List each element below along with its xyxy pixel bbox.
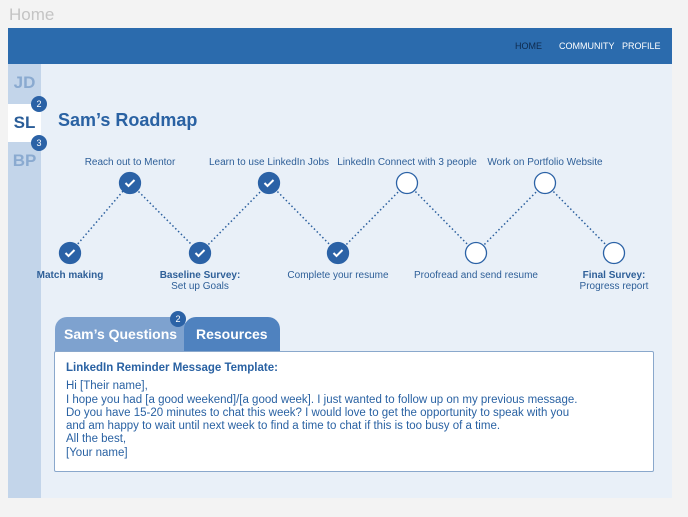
page-title: Home (9, 5, 55, 24)
avatar-bp[interactable]: BP (12, 151, 37, 170)
step-label-bold: Baseline Survey: (159, 270, 241, 281)
step-label (287, 270, 388, 281)
path-connector (545, 183, 614, 253)
path-connector (476, 183, 545, 253)
tab-sams-questions[interactable]: Sam’s Questions (55, 317, 187, 351)
step-label-text: Work on Portfolio Website (487, 157, 603, 168)
roadmap-title: Sam’s Roadmap (58, 110, 198, 130)
resource-line: and am happy to wait until next week to find a time to chat if this is too busy of a time. (66, 420, 501, 433)
step-complete-node[interactable] (60, 243, 81, 264)
path-connector (407, 183, 476, 253)
notification-badge: 2 (170, 311, 186, 327)
step-label (414, 270, 538, 281)
tab-resources[interactable]: Resources (184, 317, 280, 351)
step-complete-node[interactable] (328, 243, 349, 264)
resource-line: [Your name] (66, 446, 128, 459)
roadmap-path (8, 28, 672, 328)
nav-home[interactable]: HOME (515, 41, 542, 51)
step-label-text: Match making (36, 270, 104, 281)
step-label-text: LinkedIn Connect with 3 people (337, 157, 477, 168)
step-label-text: Set up Goals (171, 281, 229, 292)
step-label (580, 270, 649, 292)
avatar-jd[interactable]: JD (13, 73, 36, 92)
step-complete-node[interactable] (259, 173, 280, 194)
resource-line: Hi [Their name], (66, 380, 148, 393)
nav-community[interactable]: COMMUNITY (559, 41, 615, 51)
step-label (209, 157, 329, 168)
resource-line: All the best, (66, 433, 127, 446)
step-label-text: Progress report (579, 281, 649, 292)
path-connector (130, 183, 200, 253)
notification-badge: 2 (31, 96, 47, 112)
path-connector (269, 183, 338, 253)
resource-card (54, 351, 654, 472)
step-label (337, 157, 477, 168)
step-label-text: Reach out to Mentor (84, 157, 176, 168)
step-label-bold: Final Survey: (582, 270, 646, 281)
resource-line: I hope you had [a good weekend]/[a good week]. I just wanted to follow up on my previous message. (66, 393, 578, 406)
step-label-text: Complete your resume (287, 270, 389, 281)
step-label (37, 270, 104, 281)
path-connector (200, 183, 269, 253)
step-label (487, 157, 602, 168)
app-frame (8, 28, 672, 498)
step-label (160, 270, 241, 292)
path-connector (70, 183, 130, 253)
resource-line: Do you have 15-20 minutes to chat this week? I would love to get the opportunity to speak with you (66, 406, 570, 419)
step-pending-node[interactable] (604, 243, 625, 264)
step-pending-node[interactable] (535, 173, 556, 194)
step-pending-node[interactable] (466, 243, 487, 264)
step-complete-node[interactable] (120, 173, 141, 194)
resource-title: LinkedIn Reminder Message Template: (66, 362, 278, 374)
path-connector (338, 183, 407, 253)
nav-profile[interactable]: PROFILE (622, 41, 661, 51)
step-complete-node[interactable] (190, 243, 211, 264)
step-label-text: Learn to use LinkedIn Jobs (208, 157, 330, 168)
step-label (85, 157, 176, 168)
avatar-sl[interactable]: SL (8, 104, 41, 142)
step-label-text: Proofread and send resume (414, 270, 538, 281)
notification-badge: 3 (31, 135, 47, 151)
step-pending-node[interactable] (397, 173, 418, 194)
